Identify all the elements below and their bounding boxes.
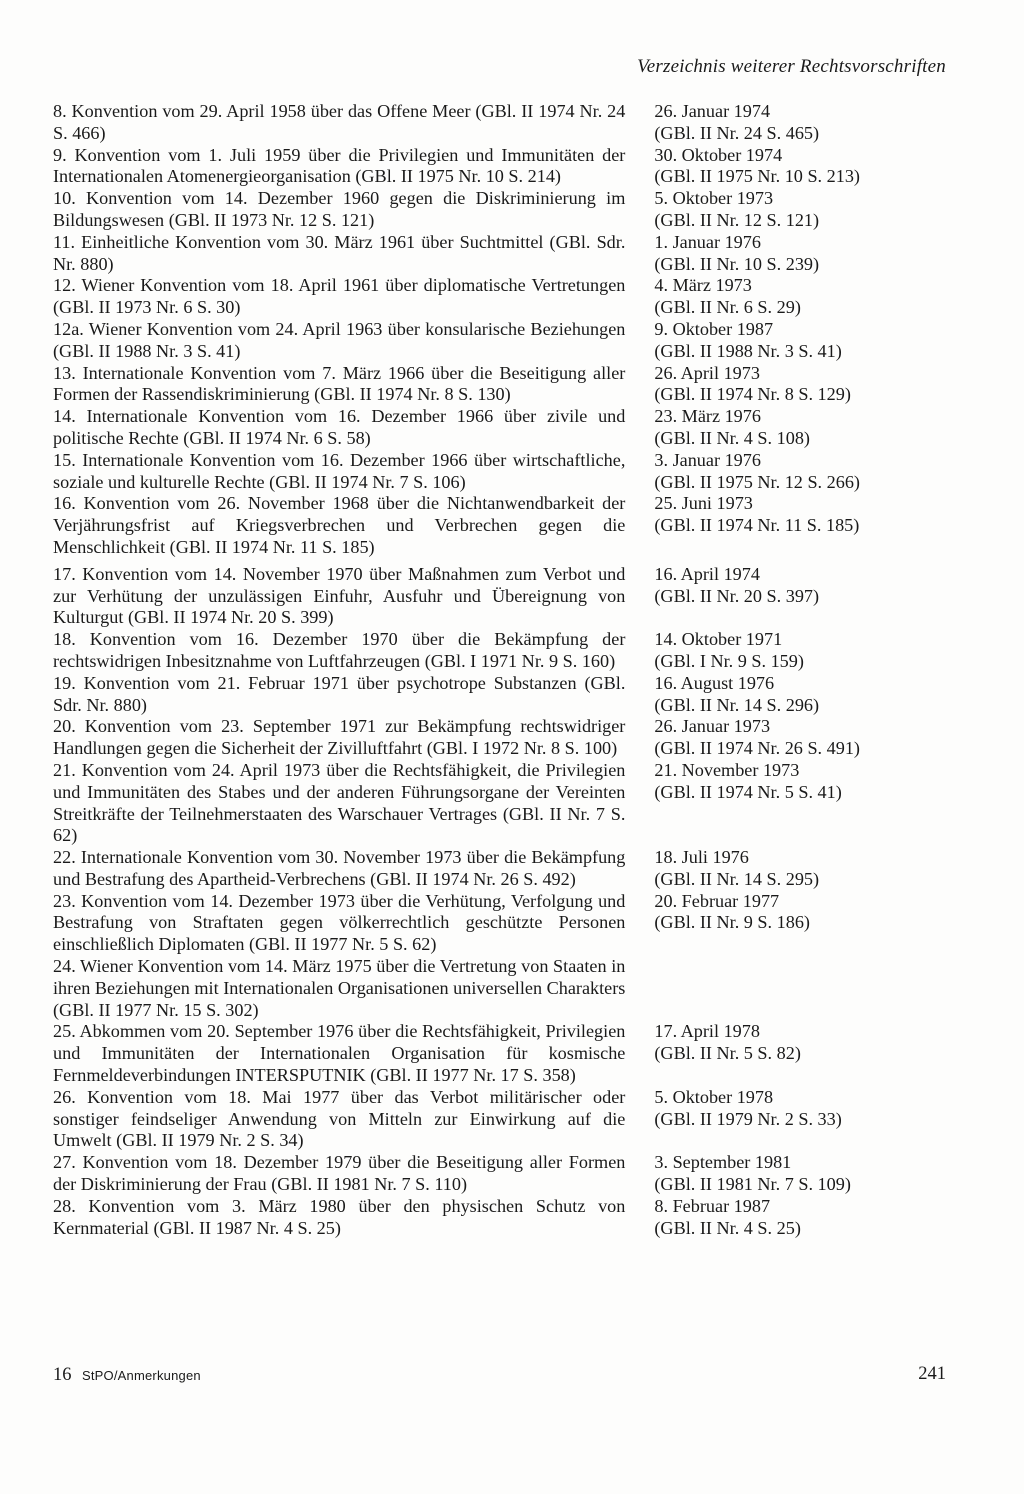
treaty-entry-gazette-reference: (GBl. II Nr. 4 S. 108) (654, 427, 810, 448)
treaty-entry-text: 21. Konvention vom 24. April 1973 über die Rechtsfähigkeit, die Privilegien und Immunitäten des Stabes und der anderen Führungsorgane der Vereinten Streitkräfte der Teilnehmerstaaten des Warschauer Vertrages (GBl. II Nr. 7 S. 62) (53, 759, 626, 846)
treaty-entry-validity (654, 363, 953, 407)
treaty-entry-validity (654, 406, 953, 450)
running-header-title: Verzeichnis weiterer Rechtsvorschriften (637, 56, 946, 77)
treaty-entry-text: 12a. Wiener Konvention vom 24. April 1963 über konsularische Beziehungen (GBl. II 1988 Nr. 3 S. 41) (53, 318, 626, 361)
treaty-entry-validity (654, 232, 953, 276)
treaty-entry (53, 1196, 953, 1240)
treaty-entry-effective-date: 18. Juli 1976 (654, 847, 749, 868)
treaty-entry-validity (654, 673, 953, 717)
footer-section-number: 16 (53, 1365, 72, 1385)
treaty-entry-gazette-reference: (GBl. II Nr. 6 S. 29) (654, 297, 801, 318)
treaty-entry (53, 406, 953, 450)
treaty-entry (53, 101, 953, 145)
treaty-entry-validity (654, 1196, 953, 1240)
treaty-entry-effective-date: 25. Juni 1973 (654, 493, 753, 514)
treaty-entry-validity (654, 629, 953, 673)
treaty-entry (53, 319, 953, 363)
treaty-entry-effective-date: 30. Oktober 1974 (654, 144, 783, 165)
treaty-entry-text: 16. Konvention vom 26. November 1968 über die Nichtanwendbarkeit der Verjährungsfrist auf Kriegsverbrechen und Verbrechen gegen die Menschlichkeit (GBl. II 1974 Nr. 11 S. 185) (53, 493, 626, 557)
treaty-entry-gazette-reference: (GBl. II Nr. 5 S. 82) (654, 1043, 801, 1064)
treaty-entry-effective-date: 16. April 1974 (654, 563, 760, 584)
treaty-entry-text: 26. Konvention vom 18. Mai 1977 über das Verbot militärischer oder sonstiger feindseliger Anwendung von Mitteln zur Einwirkung auf die Umwelt (GBl. II 1979 Nr. 2 S. 34) (53, 1086, 626, 1151)
treaty-entry (53, 673, 953, 717)
treaty-entry (53, 891, 953, 956)
treaty-entry-effective-date: 4. März 1973 (654, 275, 752, 296)
treaty-entry-text: 10. Konvention vom 14. Dezember 1960 gegen die Diskriminierung im Bildungswesen (GBl. II 1973 Nr. 12 S. 121) (53, 188, 626, 230)
treaty-entry-text: 28. Konvention vom 3. März 1980 über den physischen Schutz von Kernmaterial (GBl. II 1987 Nr. 4 S. 25) (53, 1195, 626, 1238)
treaty-entry-gazette-reference: (GBl. II Nr. 10 S. 239) (654, 253, 820, 274)
treaty-entry-gazette-reference: (GBl. II 1975 Nr. 10 S. 213) (654, 166, 860, 187)
treaty-entry (53, 450, 953, 494)
treaty-entry-gazette-reference: (GBl. II Nr. 14 S. 295) (654, 868, 820, 889)
treaty-entry-text: 27. Konvention vom 18. Dezember 1979 über die Beseitigung aller Formen der Diskriminierung der Frau (GBl. II 1981 Nr. 7 S. 110) (53, 1152, 626, 1195)
treaty-entry-gazette-reference: (GBl. I Nr. 9 S. 159) (654, 650, 804, 671)
treaty-entry-effective-date: 14. Oktober 1971 (654, 629, 783, 650)
treaty-entry-validity (654, 847, 953, 891)
treaty-entry-validity (654, 1021, 953, 1065)
treaty-entry-validity (654, 145, 953, 189)
treaty-entry-effective-date: 20. Februar 1977 (654, 890, 780, 911)
treaty-entry-validity (654, 1087, 953, 1131)
treaty-entry-validity (654, 450, 953, 494)
treaty-entry-effective-date: 3. September 1981 (654, 1152, 792, 1173)
treaty-entry-effective-date: 16. August 1976 (654, 672, 775, 693)
treaty-entry-effective-date: 26. Januar 1974 (654, 101, 771, 121)
treaty-entry-gazette-reference: (GBl. II Nr. 12 S. 121) (654, 209, 820, 230)
treaty-entry-effective-date: 17. April 1978 (654, 1021, 760, 1042)
treaty-entry-validity (654, 319, 953, 363)
treaty-entry-effective-date: 5. Oktober 1978 (654, 1086, 774, 1107)
treaty-entry (53, 716, 953, 760)
treaty-entry-effective-date: 23. März 1976 (654, 406, 761, 427)
treaty-entry-text: 25. Abkommen vom 20. September 1976 über die Rechtsfähigkeit, Privilegien und Immunitäten der Internationalen Organisation für kosmische Fernmeldeverbindungen INTERSPUTNIK (GBl. II 1977 Nr. 17 S. 358) (53, 1021, 626, 1086)
treaty-entry-gazette-reference: (GBl. II 1975 Nr. 12 S. 266) (654, 471, 860, 492)
treaty-entry-text: 19. Konvention vom 21. Februar 1971 über psychotrope Substanzen (GBl. Sdr. Nr. 880) (53, 672, 626, 715)
treaty-entry-validity (654, 716, 953, 760)
page-number: 241 (918, 1364, 946, 1384)
treaty-entry (53, 564, 953, 629)
treaty-entry-effective-date: 9. Oktober 1987 (654, 318, 774, 339)
treaty-entry-effective-date: 5. Oktober 1973 (654, 188, 774, 209)
treaty-entry-validity (654, 1152, 953, 1196)
footer-section-label: StPO/Anmerkungen (82, 1368, 201, 1383)
treaty-entry (53, 363, 953, 407)
treaty-entry-effective-date: 8. Februar 1987 (654, 1195, 771, 1216)
treaty-entry-effective-date: 3. Januar 1976 (654, 449, 761, 470)
treaty-entry (53, 145, 953, 189)
treaty-entry-effective-date: 1. Januar 1976 (654, 231, 761, 252)
treaty-entry-gazette-reference: (GBl. II 1974 Nr. 11 S. 185) (654, 515, 860, 536)
treaty-entry-effective-date: 26. Januar 1973 (654, 716, 771, 737)
treaty-entry-text: 15. Internationale Konvention vom 16. Dezember 1966 über wirtschaftliche, soziale und kulturelle Rechte (GBl. II 1974 Nr. 7 S. 106) (53, 449, 626, 492)
treaty-entry-gazette-reference: (GBl. II 1988 Nr. 3 S. 41) (654, 340, 842, 361)
treaty-entry-validity (654, 188, 953, 232)
treaty-entry-validity (654, 564, 953, 608)
treaty-entry-gazette-reference: (GBl. II Nr. 20 S. 397) (654, 585, 820, 606)
treaty-entry-text: 14. Internationale Konvention vom 16. Dezember 1966 über zivile und politische Rechte (GBl. II 1974 Nr. 6 S. 58) (53, 406, 626, 448)
treaty-entry (53, 956, 953, 1021)
treaty-entry-text: 24. Wiener Konvention vom 14. März 1975 über die Vertretung von Staaten in ihren Beziehungen mit Internationalen Organisationen universellen Charakters (GBl. II 1977 Nr. 15 S. 302) (53, 956, 626, 1020)
treaty-entry-text: 22. Internationale Konvention vom 30. November 1973 über die Bekämpfung und Bestrafung des Apartheid-Verbrechens (GBl. II 1974 Nr. 26 S. 492) (53, 847, 626, 889)
treaty-entry-validity (654, 891, 953, 935)
treaty-entry (53, 1087, 953, 1152)
treaty-entry (53, 629, 953, 673)
treaty-entry (53, 275, 953, 319)
treaty-entry-text: 11. Einheitliche Konvention vom 30. März 1961 über Suchtmittel (GBl. Sdr. Nr. 880) (53, 231, 626, 274)
treaty-list (53, 101, 953, 1239)
treaty-entry (53, 493, 953, 558)
treaty-entry-text: 23. Konvention vom 14. Dezember 1973 über die Verhütung, Verfolgung und Bestrafung von Straftaten gegen völkerrechtlich geschützte Personen einschließlich Diplomaten (GBl. II 1977 Nr. 5 S. 62) (53, 890, 626, 955)
treaty-entry (53, 188, 953, 232)
treaty-entry-gazette-reference: (GBl. II 1981 Nr. 7 S. 109) (654, 1174, 851, 1195)
treaty-entry-gazette-reference: (GBl. II 1974 Nr. 5 S. 41) (654, 781, 842, 802)
footer-section (53, 1364, 201, 1386)
treaty-entry-gazette-reference: (GBl. II 1974 Nr. 8 S. 129) (654, 384, 851, 405)
treaty-entry-gazette-reference: (GBl. II 1979 Nr. 2 S. 33) (654, 1108, 842, 1129)
treaty-entry-gazette-reference: (GBl. II Nr. 14 S. 296) (654, 694, 820, 715)
treaty-entry-validity (654, 275, 953, 319)
treaty-entry-effective-date: 26. April 1973 (654, 362, 760, 383)
treaty-entry-gazette-reference: (GBl. II Nr. 4 S. 25) (654, 1217, 801, 1238)
treaty-entry-text: 13. Internationale Konvention vom 7. März 1966 über die Beseitigung aller Formen der Rassendiskriminierung (GBl. II 1974 Nr. 8 S. 130) (53, 362, 626, 405)
treaty-entry-text: 8. Konvention vom 29. April 1958 über das Offene Meer (GBl. II 1974 Nr. 24 S. 466) (53, 101, 626, 143)
treaty-entry (53, 232, 953, 276)
treaty-entry (53, 847, 953, 891)
treaty-entry (53, 1021, 953, 1086)
treaty-entry-validity (654, 101, 953, 145)
treaty-entry-gazette-reference: (GBl. II Nr. 24 S. 465) (654, 122, 820, 143)
treaty-entry-gazette-reference: (GBl. II Nr. 9 S. 186) (654, 912, 810, 933)
treaty-entry-text: 18. Konvention vom 16. Dezember 1970 über die Bekämpfung der rechtswidrigen Inbesitznahme von Luftfahrzeugen (GBl. I 1971 Nr. 9 S. 160) (53, 629, 626, 671)
treaty-entry-validity (654, 760, 953, 804)
treaty-entry-text: 9. Konvention vom 1. Juli 1959 über die Privilegien und Immunitäten der Internationalen Atomenergieorganisation (GBl. II 1975 Nr. 10 S. 214) (53, 144, 626, 187)
treaty-entry-text: 12. Wiener Konvention vom 18. April 1961 über diplomatische Vertretungen (GBl. II 1973 Nr. 6 S. 30) (53, 275, 626, 318)
treaty-entry-gazette-reference: (GBl. II 1974 Nr. 26 S. 491) (654, 738, 860, 759)
treaty-entry-effective-date: 21. November 1973 (654, 759, 800, 780)
treaty-entry-text: 20. Konvention vom 23. September 1971 zur Bekämpfung rechtswidriger Handlungen gegen die Sicherheit der Zivilluftfahrt (GBl. I 1972 Nr. 8 S. 100) (53, 716, 626, 759)
treaty-entry-validity (654, 493, 953, 537)
treaty-entry-text: 17. Konvention vom 14. November 1970 über Maßnahmen zum Verbot und zur Verhütung der unzulässigen Einfuhr, Ausfuhr und Übereignung von Kulturgut (GBl. II 1974 Nr. 20 S. 399) (53, 563, 626, 628)
treaty-entry (53, 1152, 953, 1196)
treaty-entry (53, 760, 953, 847)
